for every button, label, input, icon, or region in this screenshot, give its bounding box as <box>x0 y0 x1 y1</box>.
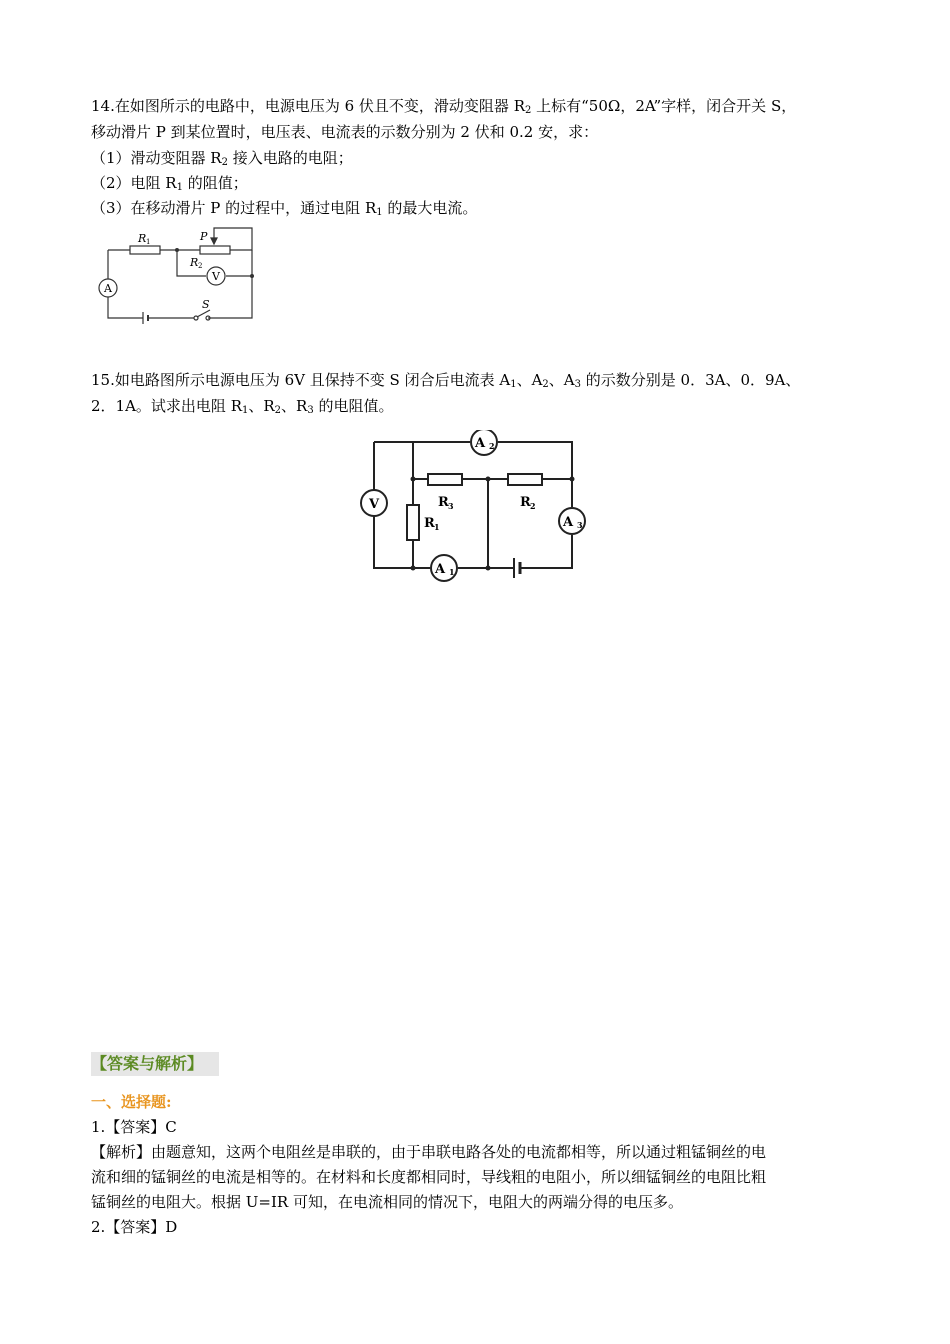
r1-sub: 1 <box>434 522 440 532</box>
r1-label: R <box>424 516 435 531</box>
q14-item-1: （1）滑动变阻器 $R_2$ 接入电路的电阻； <box>91 149 353 168</box>
r3-label: R <box>438 495 449 510</box>
analysis-1-line-2: 流和细的锰铜丝的电流是相等的。在材料和长度都相同时，导线粗的电阻小，所以细锰铜丝的电阻比粗 <box>91 1168 767 1186</box>
r2-rheostat <box>200 246 230 254</box>
a3-sub: 3 <box>577 520 583 530</box>
q14-item-2: （2）电阻 $R_1$ 的阻值； <box>91 174 248 193</box>
answer-1: 1.【答案】C <box>91 1118 177 1136</box>
q14-line-2: 移动滑片 P 到某位置时，电压表、电流表的示数分别为 2 伏和 0.2 安，求： <box>91 123 599 141</box>
q14-line-1: 14.在如图所示的电路中，电源电压为 6 伏且不变，滑动变阻器 $R_2$ 上标有“50Ω，2A”字样，闭合开关 S， <box>91 97 797 116</box>
analysis-1-line-3: 锰铜丝的电阻大。根据 U=IR 可知，在电流相同的情况下，电阻大的两端分得的电压多。 <box>91 1193 683 1211</box>
a1-sub: 1 <box>449 567 455 577</box>
q14-circuit-diagram <box>90 220 270 330</box>
analysis-1-line-1: 【解析】由题意知，这两个电阻丝是串联的，由于串联电路各处的电流都相等，所以通过粗锰铜丝的电 <box>91 1143 767 1161</box>
answer-2: 2.【答案】D <box>91 1218 178 1236</box>
r3-sub: 3 <box>448 501 454 511</box>
ammeter-label: A <box>104 282 112 295</box>
r2-label: R <box>520 495 531 510</box>
junction-dot <box>175 248 179 252</box>
v-label: V <box>368 497 380 512</box>
q14-item-3: （3）在移动滑片 P 的过程中，通过电阻 $R_1$ 的最大电流。 <box>91 199 478 218</box>
answers-header: 【答案与解析】 <box>91 1052 219 1076</box>
junction-dot <box>250 274 254 278</box>
r2-label: R <box>190 256 199 269</box>
q15-line-2: 2．1A。试求出电阻 $R_1$、$R_2$、$R_3$ 的电阻值。 <box>91 397 394 416</box>
q15-line-1: 15.如电路图所示电源电压为 6V 且保持不变 S 闭合后电流表 $A_1$、$A_2$、$A_3$ 的示数分别是 0．3A、0．9A、 <box>91 371 801 390</box>
a3-label: A <box>562 515 574 530</box>
a2-label: A <box>474 436 486 451</box>
r2-sub: 2 <box>530 501 536 511</box>
r1-label: R <box>138 232 147 245</box>
a1-label: A <box>434 562 446 577</box>
voltmeter-label: V <box>212 270 220 283</box>
s-label: S <box>202 298 210 311</box>
q15-circuit-diagram <box>358 430 588 585</box>
r2-sub: 2 <box>198 262 203 270</box>
section-title: 一、选择题: <box>91 1093 172 1111</box>
r1-resistor <box>130 246 160 254</box>
p-label: P <box>200 230 208 243</box>
a2-sub: 2 <box>489 441 495 451</box>
r1-sub: 1 <box>146 238 151 246</box>
